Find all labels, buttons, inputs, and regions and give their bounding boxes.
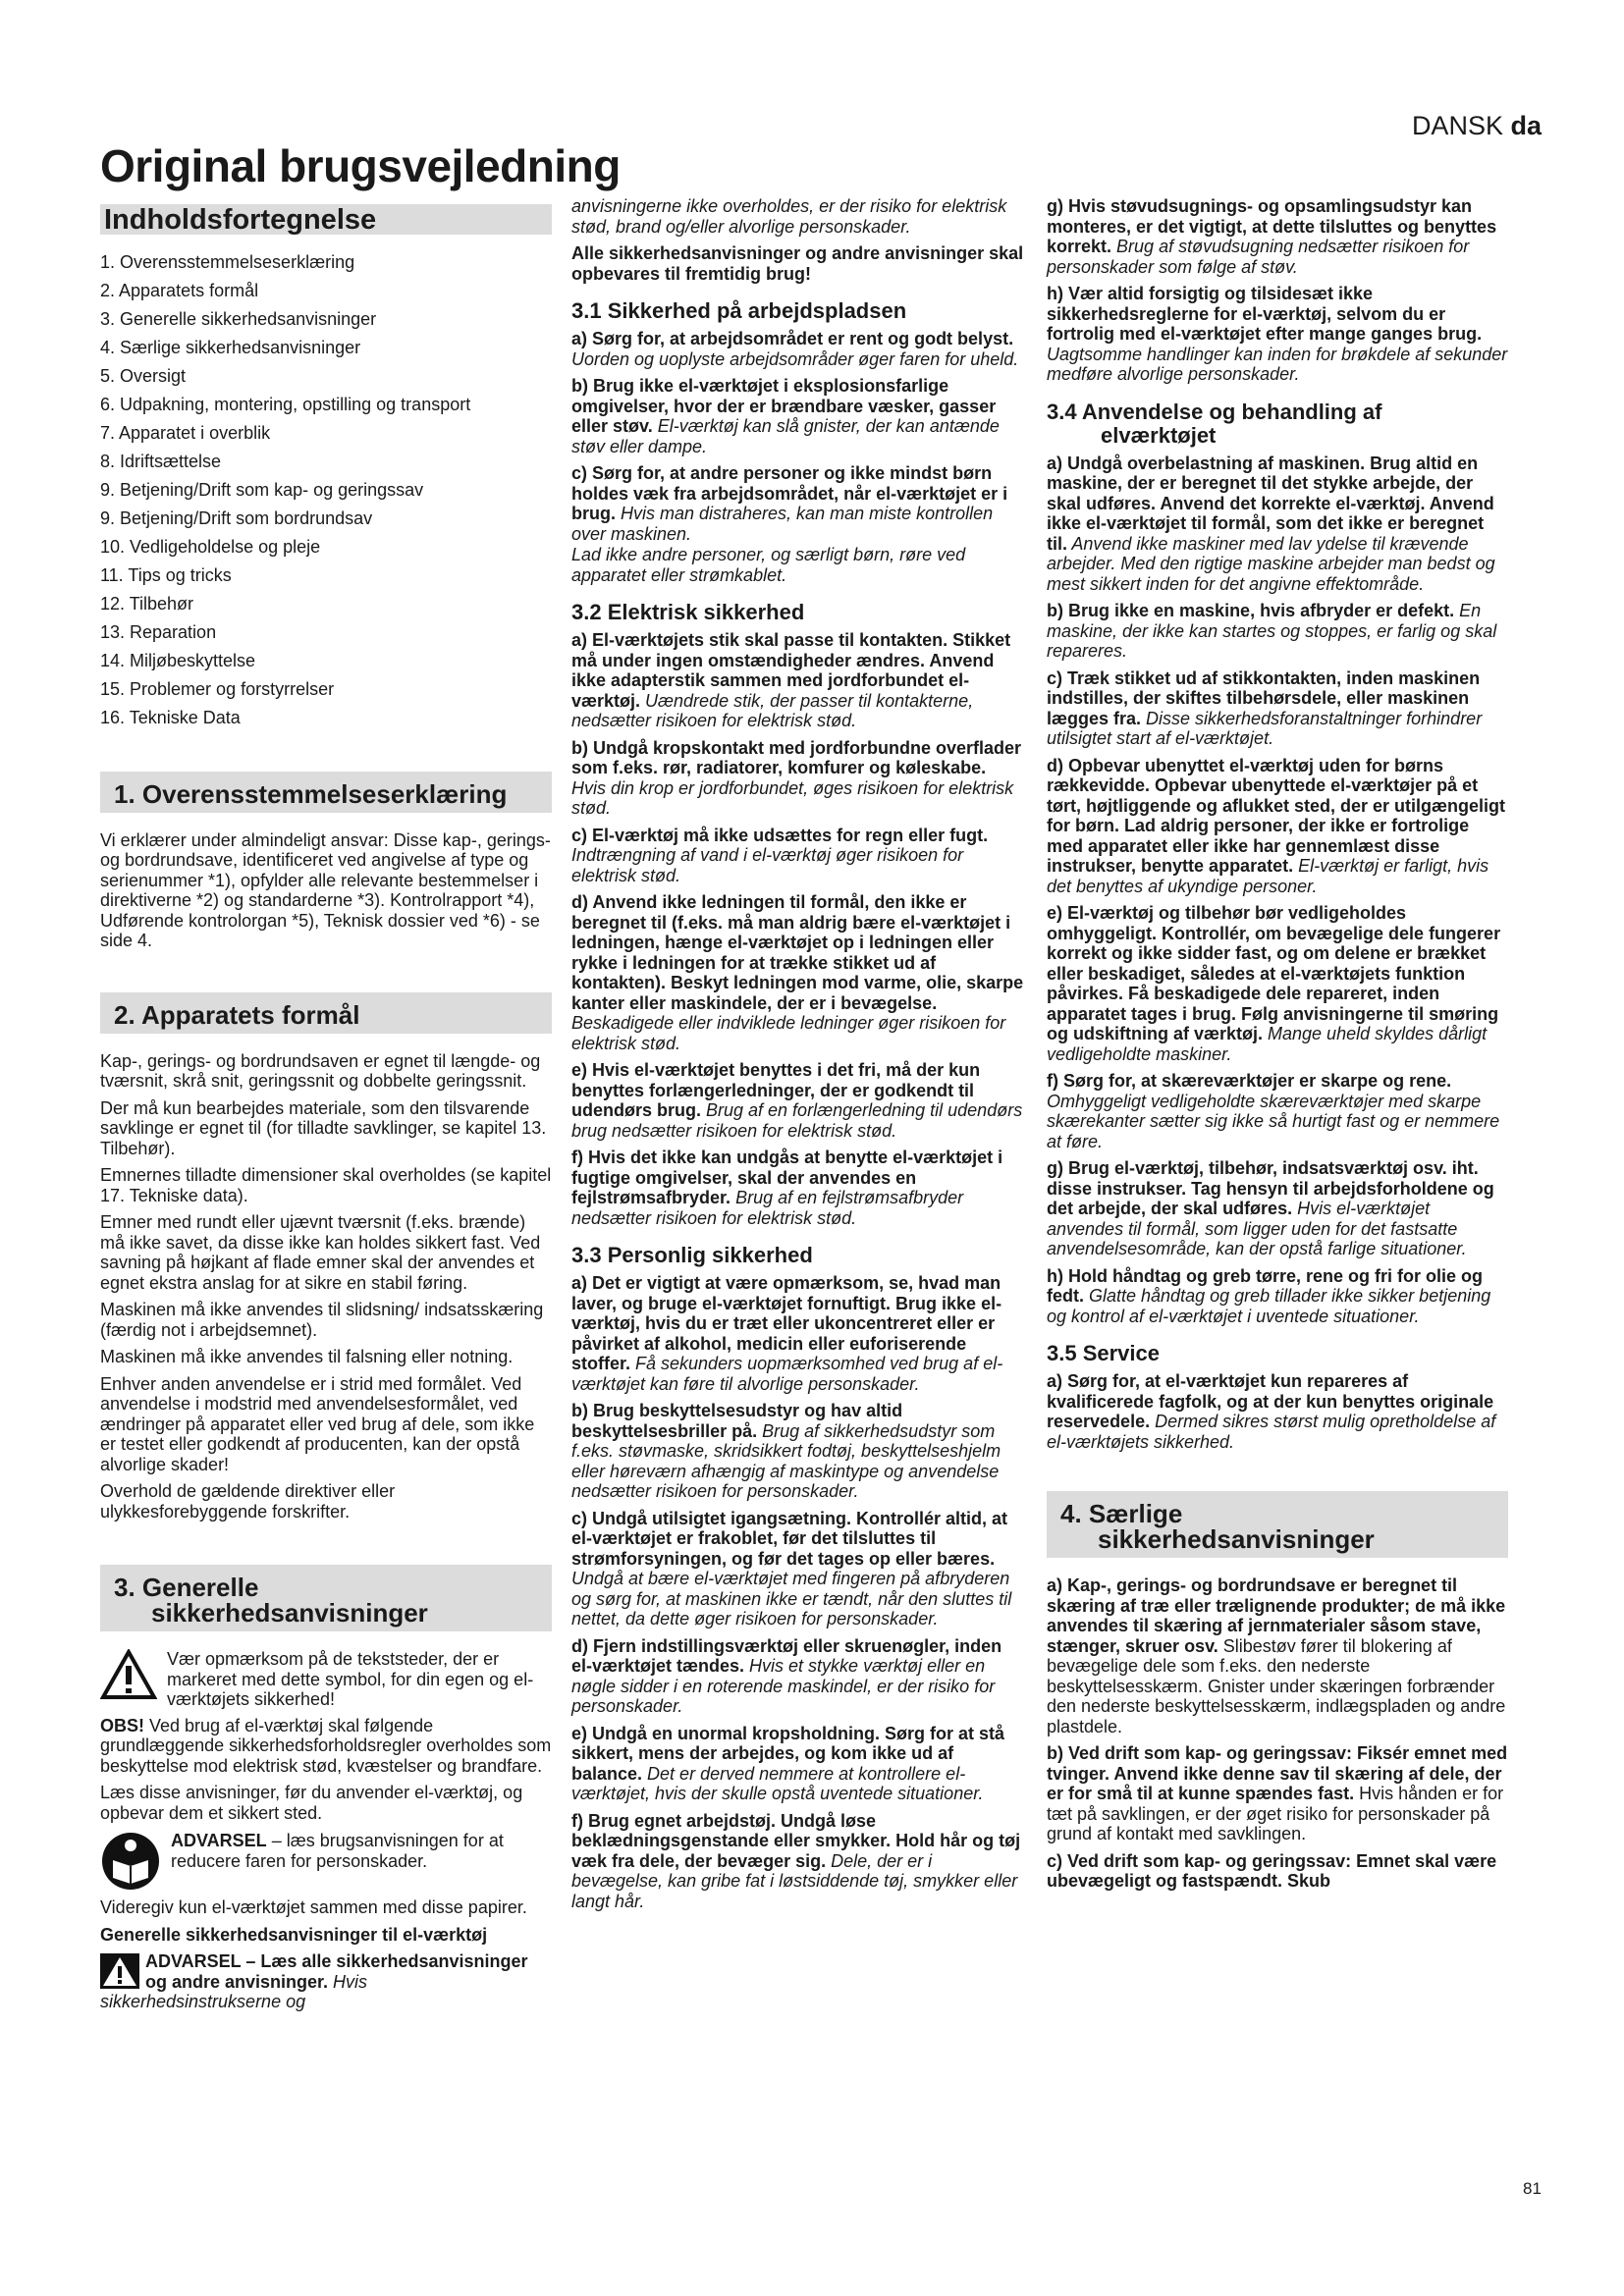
section-4-body — [1047, 1575, 1508, 1892]
safety-item — [1047, 668, 1508, 749]
subsection-3-3-title: 3.3 Personlig sikkerhed — [571, 1243, 813, 1267]
safety-item-rule: a) Kap-, gerings- og bordrundsave er beregnet til skæring af træ eller trælignende produkter; de må ikke anvendes til skæring af jernmaterialer såsom stave, stænger, skruer osv. — [1047, 1575, 1506, 1656]
toc-item: 14. Miljøbeskyttelse — [100, 650, 256, 670]
safety-item-explanation: Omhyggeligt vedligeholdte skæreværktøjer med skarpe skærekanter sætter sig ikke så hurtigt fast og er nemmere at føre. — [1047, 1091, 1500, 1151]
safety-item-explanation: Anvend ikke maskiner med lav ydelse til krævende arbejder. Med den rigtige maskine arbejder man bedst og mest sikkert inden for det angivne effektområde. — [1047, 533, 1495, 594]
toc-item: 11. Tips og tricks — [100, 564, 232, 585]
section-2-body — [100, 1051, 552, 1522]
safety-item — [1047, 756, 1508, 897]
safety-item-rule: a) Sørg for, at arbejdsområdet er rent og godt belyst. — [571, 329, 1014, 348]
keep-instructions: Alle sikkerhedsanvisninger og andre anvisninger skal opbevares til fremtidig brug! — [571, 243, 1024, 284]
safety-item-rule: g) Hvis støvudsugnings- og opsamlingsudstyr kan monteres, er det vigtigt, at dette tilsluttes og benyttes korrekt. — [1047, 196, 1497, 256]
toc-item: 7. Apparatet i overblik — [100, 422, 271, 443]
safety-item-rule: c) Sørg for, at andre personer og ikke mindst børn holdes væk fra arbejdsområdet, når el-værktøjet er i brug. — [571, 463, 1008, 523]
safety-item-explanation: Glatte håndtag og greb tillader ikke sikker betjening og kontrol af el-værktøjet i uventede situationer. — [1047, 1286, 1491, 1326]
safety-item-explanation: Dele, der er i bevægelse, kan gribe fat i løstsiddende tøj, smykker eller langt hår. — [571, 1850, 1018, 1911]
safety-item — [571, 1509, 1025, 1629]
safety-item-rule: a) Det er vigtigt at være opmærksom, se, hvad man laver, og bruge el-værktøjet fornuftigt. Brug ikke el-værktøj, hvis du er træt eller ukoncentreret eller er påvirket af alkohol, medicin eller euforiserende stoffer. — [571, 1273, 1002, 1373]
section-4-heading — [1047, 1491, 1508, 1558]
safety-item — [1047, 284, 1508, 385]
subsection-3-1-title: 3.1 Sikkerhed på arbejdspladsen — [571, 298, 907, 323]
section-4-heading-line2: sikkerhedsanvisninger — [1098, 1524, 1375, 1554]
section-2-paragraph: Emnernes tilladte dimensioner skal overholdes (se kapitel 17. Tekniske data). — [100, 1165, 552, 1205]
obs-paragraph — [100, 1716, 552, 1777]
safety-item-rule: c) El-værktøj må ikke udsættes for regn eller fugt. — [571, 825, 989, 845]
read-instructions-text: Læs disse anvisninger, før du anvender el-værktøj, og opbevar dem et sikkert sted. — [100, 1783, 523, 1823]
safety-item-explanation: Brug af støvudsugning nedsætter risikoen for personskader som følge af støv. — [1047, 237, 1470, 277]
safety-item-rule: f) Brug egnet arbejdstøj. Undgå løse beklædningsgenstande eller smykker. Hold hår og tøj væk fra dele, der bevæger sig. — [571, 1810, 1021, 1871]
safety-item — [1047, 1071, 1508, 1151]
safety-item-rule: e) El-værktøj og tilbehør bør vedligeholdes omhyggeligt. Kontrollér, om bevægelige dele fungerer korrekt og ikke sidder fast, og om delene er brækket eller beskadiget, således at el-værktøjets funktion påvirkes. Få beskadigede dele repareret, inden apparatet tages i brug. Følg anvisningerne til smøring og udskiftning af værktøj. — [1047, 903, 1501, 1043]
safety-item-rule: c) Træk stikket ud af stikkontakten, inden maskinen indstilles, der skiftes tilbehørsdele, eller maskinen lægges fra. — [1047, 667, 1481, 728]
safety-item-explanation: Brug af en forlængerledning til udendørs brug nedsætter risikoen for elektrisk stød. — [571, 1100, 1023, 1141]
safety-item-rule: h) Hold håndtag og greb tørre, rene og fri for olie og fedt. — [1047, 1265, 1483, 1306]
subsection-3-2-body — [571, 630, 1025, 1228]
safety-item-explanation: En maskine, der ikke kan startes og stoppes, er farlig og skal repareres. — [1047, 601, 1497, 661]
safety-item-rule: a) Undgå overbelastning af maskinen. Brug altid en maskine, der er beregnet til det stykke arbejde, der skal udføres. Anvend det korrekte el-værktøj. Anvend ikke el-værktøjet til formål, som det ikke er beregnet til. — [1047, 453, 1494, 554]
section-2-paragraph: Maskinen må ikke anvendes til falsning eller notning. — [100, 1347, 514, 1366]
safety-item — [571, 630, 1025, 731]
safety-item-rule: e) Undgå en unormal kropsholdning. Sørg for at stå sikkert, mens der arbejdes, og kom ikke ud af balance. — [571, 1723, 1005, 1784]
safety-item-explanation: Uagtsomme handlinger kan inden for brøkdele af sekunder medføre alvorlige personskader. — [1047, 344, 1508, 384]
section-4-heading-line1: 4. Særlige — [1060, 1499, 1183, 1528]
page-number: 81 — [1523, 2179, 1542, 2198]
safety-item — [1047, 454, 1508, 595]
subsection-3-3-continued — [1047, 196, 1508, 385]
safety-item-explanation: Disse sikkerhedsforanstaltninger forhindrer utilsigtet start af el-værktøjet. — [1047, 708, 1483, 748]
page-title: Original brugsvejledning — [100, 140, 621, 191]
advarsel-note — [100, 1831, 552, 1892]
toc-item: 12. Tilbehør — [100, 593, 194, 614]
section-2-heading: 2. Apparatets formål — [100, 992, 552, 1034]
safety-item-rule: h) Vær altid forsigtig og tilsidesæt ikke sikkerhedsreglerne for el-værktøj, selvom du er fortrolig med el-værktøjet efter mange ganges brug. — [1047, 284, 1483, 344]
safety-item — [571, 1636, 1025, 1717]
safety-item — [1047, 196, 1508, 277]
section-1-text: Vi erklærer under almindeligt ansvar: Disse kap-, gerings- og bordrundsave, identificeret ved angivelse af type og serienummer *1), opfylder alle relevante bestemmelser i direktiverne *2) og standarderne *3). Kontrolrapport *4), Udførende kontrolorgan *5), Teknisk dossier ved *6) - se side 4. — [100, 829, 551, 950]
toc-item: 10. Vedligeholdelse og pleje — [100, 536, 321, 557]
section-3-heading-line1: 3. Generelle — [114, 1573, 259, 1602]
safety-item-explanation: Uorden og uoplyste arbejdsområder øger faren for uheld. — [571, 348, 1019, 369]
subsection-3-4-title — [1047, 400, 1508, 448]
advarsel-label: ADVARSEL — [171, 1831, 267, 1850]
section-2-paragraph: Maskinen må ikke anvendes til slidsning/ indsatsskæring (færdig not i arbejdsemnet). — [100, 1300, 544, 1340]
toc-item: 5. Oversigt — [100, 365, 187, 386]
read-manual-icon — [100, 1831, 161, 1892]
safety-item-explanation: Slibestøv fører til blokering af bevægelige dele som f.eks. den nederste beskyttelsesskærm. Gnister under skæringen forbrænder den nederste beskyttelsesskærm, indlægspladen og andre plastdele. — [1047, 1635, 1506, 1736]
safety-item-explanation: El-værktøj kan slå gnister, der kan antænde støv eller dampe. — [571, 416, 1000, 456]
toc-item: 2. Apparatets formål — [100, 280, 259, 300]
column-2 — [571, 196, 1025, 1918]
section-3-heading-line2: sikkerhedsanvisninger — [151, 1598, 428, 1628]
safety-item-explanation: Hvis et stykke værktøj eller en nøgle sidder i en roterende maskindel, er der risiko for personskader. — [571, 1656, 996, 1716]
safety-item-explanation: Indtrængning af vand i el-værktøj øger risikoen for elektrisk stød. — [571, 845, 964, 885]
toc-heading: Indholdsfortegnelse — [100, 204, 552, 235]
safety-item — [1047, 1158, 1508, 1259]
safety-item — [1047, 1266, 1508, 1327]
safety-item-rule: g) Brug el-værktøj, tilbehør, indsatsværktøj osv. iht. disse instrukser. Tag hensyn til arbejdsforholdene og det arbejde, der skal udføres. — [1047, 1158, 1494, 1218]
subsection-3-5-title: 3.5 Service — [1047, 1341, 1160, 1365]
safety-item — [571, 1724, 1025, 1804]
safety-item-explanation: Hvis el-værktøjet anvendes til formål, som ligger uden for det fastsatte anvendelsesområde, kan der opstå farlige situationer. — [1047, 1199, 1467, 1258]
safety-item-rule: b) Ved drift som kap- og geringssav: Fiksér emnet med tvinger. Anvend ikke denne sav til skæring af dele, der er for små til at kunne spændes fast. — [1047, 1743, 1508, 1803]
safety-item — [1047, 601, 1508, 662]
section-2-paragraph: Emner med rundt eller ujævnt tværsnit (f.eks. brænde) må ikke savet, da disse ikke kan holdes sikkert fast. Ved savning på højkant af flade emner skal der anvendes et egnet ekstra anslag for at sikre en stabil føring. — [100, 1212, 541, 1293]
safety-item-rule: a) El-værktøjets stik skal passe til kontakten. Stikket må under ingen omstændigheder ændres. Anvend ikke adapterstik sammen med jordforbundet el-værktøj. — [571, 630, 1011, 711]
safety-item-explanation: Hvis hånden er for tæt på savklingen, er der øget risiko for personskader på grund af kontakt med savklingen. — [1047, 1784, 1504, 1843]
subsection-3-3-body — [571, 1273, 1025, 1911]
safety-item-explanation: Det er derved nemmere at kontrollere el-værktøjet, hvis der skulle opstå uventede situationer. — [571, 1763, 984, 1803]
warning-read-all-bold: ADVARSEL – Læs alle sikkerhedsanvisninger og andre anvisninger. — [145, 1951, 528, 1992]
attention-note — [100, 1649, 552, 1710]
toc-item: 1. Overensstemmelseserklæring — [100, 251, 355, 272]
section-2-paragraph: Overhold de gældende direktiver eller ulykkesforebyggende forskrifter. — [100, 1481, 396, 1522]
attention-text: Vær opmærksom på de tekststeder, der er markeret med dette symbol, for din egen og el-værktøjets sikkerhed! — [167, 1649, 534, 1709]
toc-item: 3. Generelle sikkerhedsanvisninger — [100, 308, 377, 329]
safety-item-explanation: Hvis din krop er jordforbundet, øges risikoen for elektrisk stød. — [571, 777, 1014, 818]
toc-item: 9. Betjening/Drift som bordrundsav — [100, 507, 373, 528]
warning-read-all-italic: Hvis sikkerhedsinstrukserne og — [100, 1971, 368, 2011]
column-3 — [1047, 196, 1508, 1898]
obs-label: OBS! — [100, 1715, 144, 1735]
safety-item-explanation: Undgå at bære el-værktøjet med fingeren på afbryderen og sørg for, at maskinen ikke er tændt, når den sluttes til nettet, da dette øger risikoen for personskader. — [571, 1569, 1012, 1629]
safety-item-explanation: Mange uheld skyldes dårligt vedligeholdte maskiner. — [1047, 1024, 1488, 1064]
section-3-heading — [100, 1565, 552, 1631]
safety-item-rule: f) Hvis det ikke kan undgås at benytte el-værktøjet i fugtige omgivelser, skal der anvendes en fejlstrømsafbryder. — [571, 1148, 1003, 1207]
toc-list — [100, 248, 552, 732]
column-1 — [100, 204, 552, 2012]
section-2-paragraph: Der må kun bearbejdes materiale, som den tilsvarende savklinge er egnet til (for tilladte savklinger, se kapitel 13. Tilbehør). — [100, 1097, 547, 1158]
safety-item-explanation: Hvis man distraheres, kan man miste kontrollen over maskinen. — [571, 504, 994, 544]
safety-item-rule: d) Opbevar ubenyttet el-værktøj uden for børns rækkevidde. Opbevar ubenyttede el-værktøjer på et tørt, højtliggende og aflukket sted, der er utilgængeligt for børn. Lad aldrig personer, der ikke er fortrolige med apparatet eller ikke har gennemlæst disse instrukser, benytte apparatet. — [1047, 755, 1506, 876]
safety-item — [571, 463, 1025, 544]
obs-text: Ved brug af el-værktøj skal følgende grundlæggende sikkerhedsforholdsregler overholdes som beskyttelse mod elektrisk stød, kvæstelser og brandfare. — [100, 1715, 552, 1776]
safety-item-rule: d) Anvend ikke ledningen til formål, den ikke er beregnet til (f.eks. må man aldrig bære el-værktøjet i ledningen, hænge el-værktøjet op i ledningen eller rykke i ledningen for at trække stikket ud af kontakten). Beskyt ledningen mod varme, olie, skarpe kanter eller maskindele, der er i bevægelse. — [571, 892, 1024, 1013]
safety-item — [571, 738, 1025, 819]
safety-item — [571, 1401, 1025, 1502]
safety-item — [1047, 1743, 1508, 1844]
toc-item: 13. Reparation — [100, 621, 217, 642]
safety-item-rule: b) Brug ikke el-værktøjet i eksplosionsfarlige omgivelser, hvor der er brændbare væsker, gasser eller støv. — [571, 376, 997, 436]
safety-item — [571, 1148, 1025, 1228]
safety-item — [1047, 1575, 1508, 1736]
safety-item — [571, 329, 1025, 369]
section-2-paragraph: Kap-, gerings- og bordrundsaven er egnet til længde- og tværsnit, skrå snit, geringssnit og dobbelte geringssnit. — [100, 1050, 541, 1091]
section-1-heading: 1. Overensstemmelseserklæring — [100, 772, 552, 813]
pass-on-text: Videregiv kun el-værktøjet sammen med disse papirer. — [100, 1897, 527, 1917]
safety-item-rule: e) Hvis el-værktøjet benyttes i det fri, må der kun benyttes forlængerledninger, der er godkendt til udendørs brug. — [571, 1060, 981, 1120]
toc-item: 16. Tekniske Data — [100, 707, 241, 727]
safety-item — [571, 892, 1025, 1053]
safety-item-rule: f) Sørg for, at skæreværktøjer er skarpe og rene. — [1047, 1071, 1452, 1091]
safety-item-rule: d) Fjern indstillingsværktøj eller skruenøgler, inden el-værktøjet tændes. — [571, 1635, 1002, 1676]
subsection-3-2-title: 3.2 Elektrisk sikkerhed — [571, 600, 805, 624]
safety-item-rule: b) Brug beskyttelsesudstyr og hav altid beskyttelsesbriller på. — [571, 1401, 903, 1441]
safety-item — [571, 376, 1025, 456]
safety-item-explanation: Beskadigede eller indviklede ledninger øger risikoen for elektrisk stød. — [571, 1013, 1006, 1053]
warning-triangle-small-icon — [100, 1953, 139, 1989]
safety-item — [571, 1273, 1025, 1394]
safety-item-explanation: El-værktøj er farligt, hvis det benyttes af ukyndige personer. — [1047, 856, 1489, 896]
advarsel-text: – læs brugsanvisningen for at reducere faren for personskader. — [171, 1831, 504, 1871]
safety-item — [571, 1060, 1025, 1141]
safety-item-explanation: Få sekunders uopmærksomhed ved brug af el-værktøjet kan føre til alvorlige personskader. — [571, 1354, 1003, 1394]
safety-item — [1047, 1851, 1508, 1892]
subsection-3-4-title-line2: elværktøjet — [1101, 422, 1217, 448]
subsection-3-5-item: a) Sørg for, at el-værktøjet kun repareres af kvalificerede fagfolk, og at der kun benyttes originale reservedele. Dermed sikres størst mulig opretholdelse af el-værktøjets sikkerhed. — [1047, 1371, 1496, 1452]
warning-read-all — [100, 1951, 552, 2012]
general-safety-title: Generelle sikkerhedsanvisninger til el-værktøj — [100, 1924, 488, 1945]
subsection-3-4-body — [1047, 454, 1508, 1327]
safety-item-explanation: Brug af sikkerhedsudstyr som f.eks. støvmaske, skridsikkert fodtøj, beskyttelseshjelm eller høreværn afhængig af maskintype og anvendelse nedsætter risikoen for personskader. — [571, 1420, 1001, 1501]
section-2-paragraph: Enhver anden anvendelse er i strid med formålet. Ved anvendelse i modstrid med anvendelsesformålet, ved ændringer på apparatet eller ved brug af dele, som ikke er testet eller godkendt af producenten, kan der opstå alvorlige skader! — [100, 1373, 535, 1474]
toc-item: 8. Idriftsættelse — [100, 451, 222, 471]
toc-item: 9. Betjening/Drift som kap- og geringssav — [100, 479, 424, 500]
toc-item: 4. Særlige sikkerhedsanvisninger — [100, 337, 361, 357]
safety-item-explanation: Brug af en fejlstrømsafbryder nedsætter risikoen for elektrisk stød. — [571, 1188, 964, 1228]
safety-item-rule: c) Ved drift som kap- og geringssav: Emnet skal være ubevægeligt og fastspændt. Skub — [1047, 1850, 1497, 1891]
safety-item-rule: b) Undgå kropskontakt med jordforbundne overflader som f.eks. rør, radiatorer, komfurer og køleskabe. — [571, 737, 1022, 777]
safety-item-rule: b) Brug ikke en maskine, hvis afbryder er defekt. — [1047, 601, 1455, 620]
safety-item — [571, 826, 1025, 886]
warning-triangle-icon — [100, 1649, 157, 1700]
toc-item: 6. Udpakning, montering, opstilling og transport — [100, 394, 471, 414]
safety-item-explanation: Uændrede stik, der passer til kontakterne, nedsætter risikoen for elektrisk stød. — [571, 690, 974, 730]
subsection-3-1-body — [571, 329, 1025, 544]
subsection-3-4-title-line1: 3.4 Anvendelse og behandling af — [1047, 399, 1382, 424]
safety-item-rule: c) Undgå utilsigtet igangsætning. Kontrollér altid, at el-værktøjet er frakoblet, før det tilsluttes til strømforsyningen, og før det tages op eller bæres. — [571, 1508, 1008, 1569]
subsection-3-1-extra: Lad ikke andre personer, og særligt børn, røre ved apparatet eller strømkablet. — [571, 545, 966, 585]
advarsel-text-block — [171, 1831, 552, 1892]
safety-item — [571, 1811, 1025, 1912]
safety-item — [1047, 903, 1508, 1064]
continued-text: anvisningerne ikke overholdes, er der risiko for elektrisk stød, brand og/eller alvorlige personskader. — [571, 196, 1007, 237]
toc-item: 15. Problemer og forstyrrelser — [100, 678, 335, 699]
language-label: DANSK da — [1411, 111, 1542, 140]
